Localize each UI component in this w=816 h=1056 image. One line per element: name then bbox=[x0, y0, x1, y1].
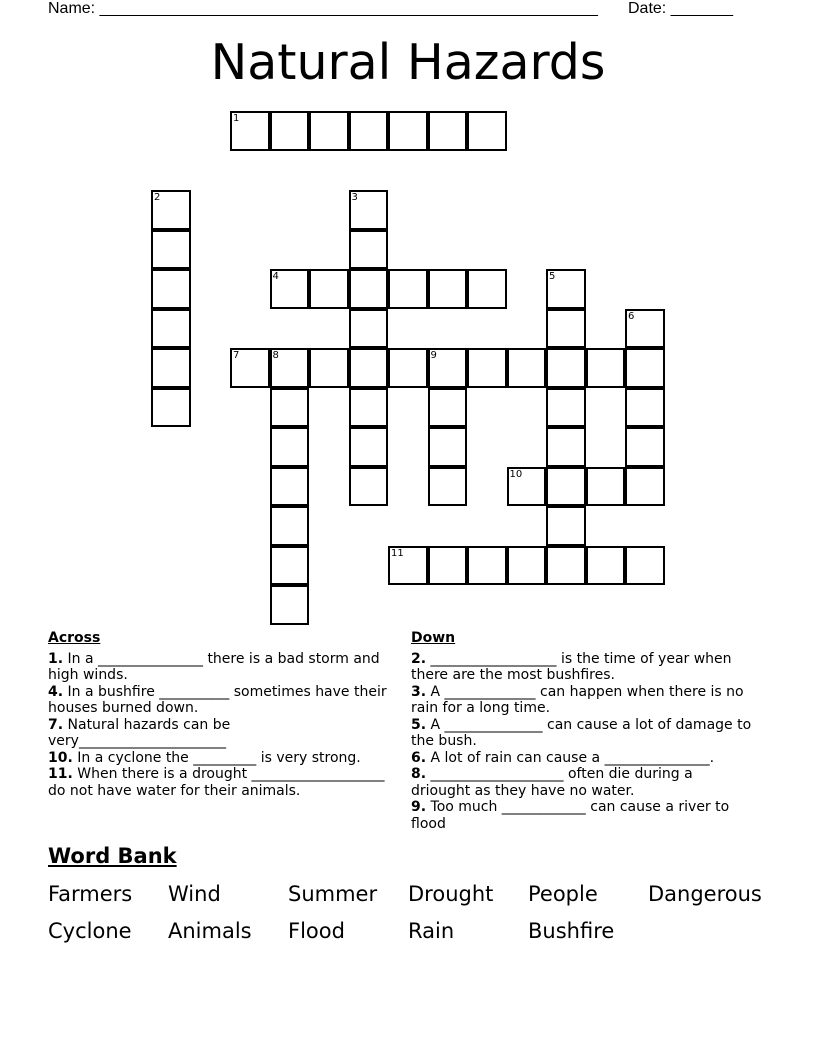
word-bank-word: Dangerous bbox=[648, 882, 762, 906]
crossword-cell[interactable] bbox=[428, 388, 468, 428]
clue-text: In a _______________ there is a bad storm and high winds. bbox=[48, 650, 380, 683]
word-bank-title: Word Bank bbox=[48, 844, 177, 868]
crossword-cell[interactable] bbox=[349, 111, 389, 151]
crossword-cell[interactable] bbox=[270, 585, 310, 625]
clue-num: 9. bbox=[411, 799, 427, 815]
crossword-cell[interactable] bbox=[625, 546, 665, 586]
down-heading: Down bbox=[411, 630, 456, 646]
crossword-cell[interactable] bbox=[349, 190, 389, 230]
clue-text: Too much ____________ can cause a river to flood bbox=[411, 799, 730, 832]
clue-number: 4 bbox=[272, 271, 279, 282]
crossword-cell[interactable] bbox=[625, 309, 665, 349]
down-clue bbox=[411, 717, 756, 750]
crossword-cell[interactable] bbox=[388, 111, 428, 151]
across-clue bbox=[48, 651, 393, 684]
clue-num: 10. bbox=[48, 749, 73, 766]
crossword-cell[interactable] bbox=[309, 111, 349, 151]
crossword-cell[interactable] bbox=[546, 506, 586, 546]
crossword-cell[interactable] bbox=[151, 348, 191, 388]
crossword-cell[interactable] bbox=[270, 467, 310, 507]
crossword-cell[interactable] bbox=[270, 348, 310, 388]
date-field-label: Date: _______ bbox=[628, 0, 733, 17]
crossword-cell[interactable] bbox=[546, 309, 586, 349]
crossword-cell[interactable] bbox=[151, 388, 191, 428]
crossword-cell[interactable] bbox=[349, 230, 389, 270]
crossword-cell[interactable] bbox=[586, 348, 626, 388]
clue-text: When there is a drought ___________________ do not have water for their animals. bbox=[48, 766, 385, 799]
crossword-cell[interactable] bbox=[349, 467, 389, 507]
word-bank-word: Farmers bbox=[48, 882, 133, 906]
across-clue bbox=[48, 766, 393, 799]
clue-text: ___________________ often die during a driought as they have no water. bbox=[411, 766, 693, 799]
word-bank-word: Summer bbox=[288, 882, 378, 906]
crossword-cell[interactable] bbox=[586, 546, 626, 586]
down-clue bbox=[411, 766, 756, 799]
crossword-cell[interactable] bbox=[625, 467, 665, 507]
clue-text: Natural hazards can be very_____________________ bbox=[48, 716, 231, 749]
crossword-cell[interactable] bbox=[270, 546, 310, 586]
crossword-cell[interactable] bbox=[467, 111, 507, 151]
crossword-cell[interactable] bbox=[349, 388, 389, 428]
crossword-cell[interactable] bbox=[230, 111, 270, 151]
clue-num: 8. bbox=[411, 766, 427, 782]
crossword-cell[interactable] bbox=[546, 427, 586, 467]
crossword-cell[interactable] bbox=[309, 269, 349, 309]
clue-num: 1. bbox=[48, 650, 64, 667]
crossword-cell[interactable] bbox=[428, 546, 468, 586]
across-heading: Across bbox=[48, 630, 101, 646]
crossword-cell[interactable] bbox=[625, 388, 665, 428]
clue-number: 11 bbox=[391, 547, 404, 559]
clue-num: 2. bbox=[411, 650, 427, 667]
clue-num: 11. bbox=[48, 766, 73, 782]
clue-number: 9 bbox=[430, 350, 437, 361]
crossword-cell[interactable] bbox=[151, 269, 191, 309]
crossword-cell[interactable] bbox=[467, 546, 507, 586]
page-title: Natural Hazards bbox=[210, 34, 606, 91]
word-bank-word: Drought bbox=[408, 882, 494, 906]
crossword-cell[interactable] bbox=[546, 348, 586, 388]
crossword-cell[interactable] bbox=[507, 348, 547, 388]
crossword-cell[interactable] bbox=[428, 427, 468, 467]
down-clues bbox=[411, 630, 756, 832]
clue-number: 1 bbox=[233, 113, 240, 124]
crossword-cell[interactable] bbox=[507, 467, 547, 507]
name-field-label: Name: ________________________________________________________ bbox=[48, 0, 598, 17]
crossword-cell[interactable] bbox=[428, 269, 468, 309]
crossword-cell[interactable] bbox=[388, 546, 428, 586]
clue-number: 5 bbox=[549, 271, 556, 282]
crossword-cell[interactable] bbox=[586, 467, 626, 507]
clue-num: 5. bbox=[411, 716, 427, 733]
crossword-cell[interactable] bbox=[270, 427, 310, 467]
crossword-cell[interactable] bbox=[546, 467, 586, 507]
clue-num: 4. bbox=[48, 683, 64, 700]
crossword-cell[interactable] bbox=[507, 546, 547, 586]
crossword-cell[interactable] bbox=[428, 348, 468, 388]
crossword-cell[interactable] bbox=[546, 269, 586, 309]
crossword-cell[interactable] bbox=[428, 467, 468, 507]
clue-number: 6 bbox=[628, 310, 635, 322]
clue-text: In a cyclone the _________ is very strong. bbox=[77, 749, 361, 766]
crossword-cell[interactable] bbox=[349, 348, 389, 388]
crossword-cell[interactable] bbox=[230, 348, 270, 388]
crossword-cell[interactable] bbox=[270, 506, 310, 546]
clue-text: In a bushfire __________ sometimes have their houses burned down. bbox=[48, 683, 387, 716]
across-clue bbox=[48, 717, 393, 750]
crossword-cell[interactable] bbox=[388, 269, 428, 309]
clue-num: 6. bbox=[411, 749, 427, 766]
crossword-cell[interactable] bbox=[625, 427, 665, 467]
crossword-cell[interactable] bbox=[467, 348, 507, 388]
down-clue bbox=[411, 750, 756, 767]
down-clue bbox=[411, 684, 756, 717]
clue-num: 3. bbox=[411, 683, 427, 700]
down-clue bbox=[411, 799, 756, 832]
crossword-cell[interactable] bbox=[349, 269, 389, 309]
word-bank-word: Bushfire bbox=[528, 919, 615, 943]
word-bank-word: Cyclone bbox=[48, 919, 132, 943]
clue-text: A _____________ can happen when there is no rain for a long time. bbox=[411, 683, 744, 716]
word-bank-word: People bbox=[528, 882, 598, 906]
crossword-cell[interactable] bbox=[467, 269, 507, 309]
crossword-cell[interactable] bbox=[309, 348, 349, 388]
crossword-cell[interactable] bbox=[428, 111, 468, 151]
clue-text: __________________ is the time of year when there are the most bushfires. bbox=[411, 650, 732, 683]
across-clues bbox=[48, 630, 393, 799]
clue-text: A ______________ can cause a lot of damage to the bush. bbox=[411, 716, 752, 749]
crossword-cell[interactable] bbox=[270, 111, 310, 151]
crossword-cell[interactable] bbox=[270, 388, 310, 428]
word-bank-word: Rain bbox=[408, 919, 455, 943]
crossword-cell[interactable] bbox=[625, 348, 665, 388]
crossword-cell[interactable] bbox=[151, 309, 191, 349]
word-bank-word: Wind bbox=[168, 882, 221, 906]
crossword-cell[interactable] bbox=[349, 427, 389, 467]
down-clue bbox=[411, 651, 756, 684]
crossword-cell[interactable] bbox=[546, 388, 586, 428]
clue-number: 10 bbox=[509, 468, 523, 480]
crossword-cell[interactable] bbox=[388, 348, 428, 388]
clue-num: 7. bbox=[48, 716, 64, 733]
crossword-cell[interactable] bbox=[151, 230, 191, 270]
crossword-cell[interactable] bbox=[151, 190, 191, 230]
clue-number: 7 bbox=[233, 350, 240, 361]
crossword-cell[interactable] bbox=[546, 546, 586, 586]
clue-number: 2 bbox=[154, 192, 161, 203]
clue-number: 3 bbox=[351, 192, 358, 203]
word-bank-word: Animals bbox=[168, 919, 252, 943]
crossword-cell[interactable] bbox=[270, 269, 310, 309]
crossword-cell[interactable] bbox=[349, 309, 389, 349]
across-clue bbox=[48, 684, 393, 717]
across-clue bbox=[48, 750, 393, 767]
clue-number: 8 bbox=[272, 350, 279, 361]
clue-text: A lot of rain can cause a _______________. bbox=[430, 749, 715, 766]
word-bank-word: Flood bbox=[288, 919, 345, 943]
